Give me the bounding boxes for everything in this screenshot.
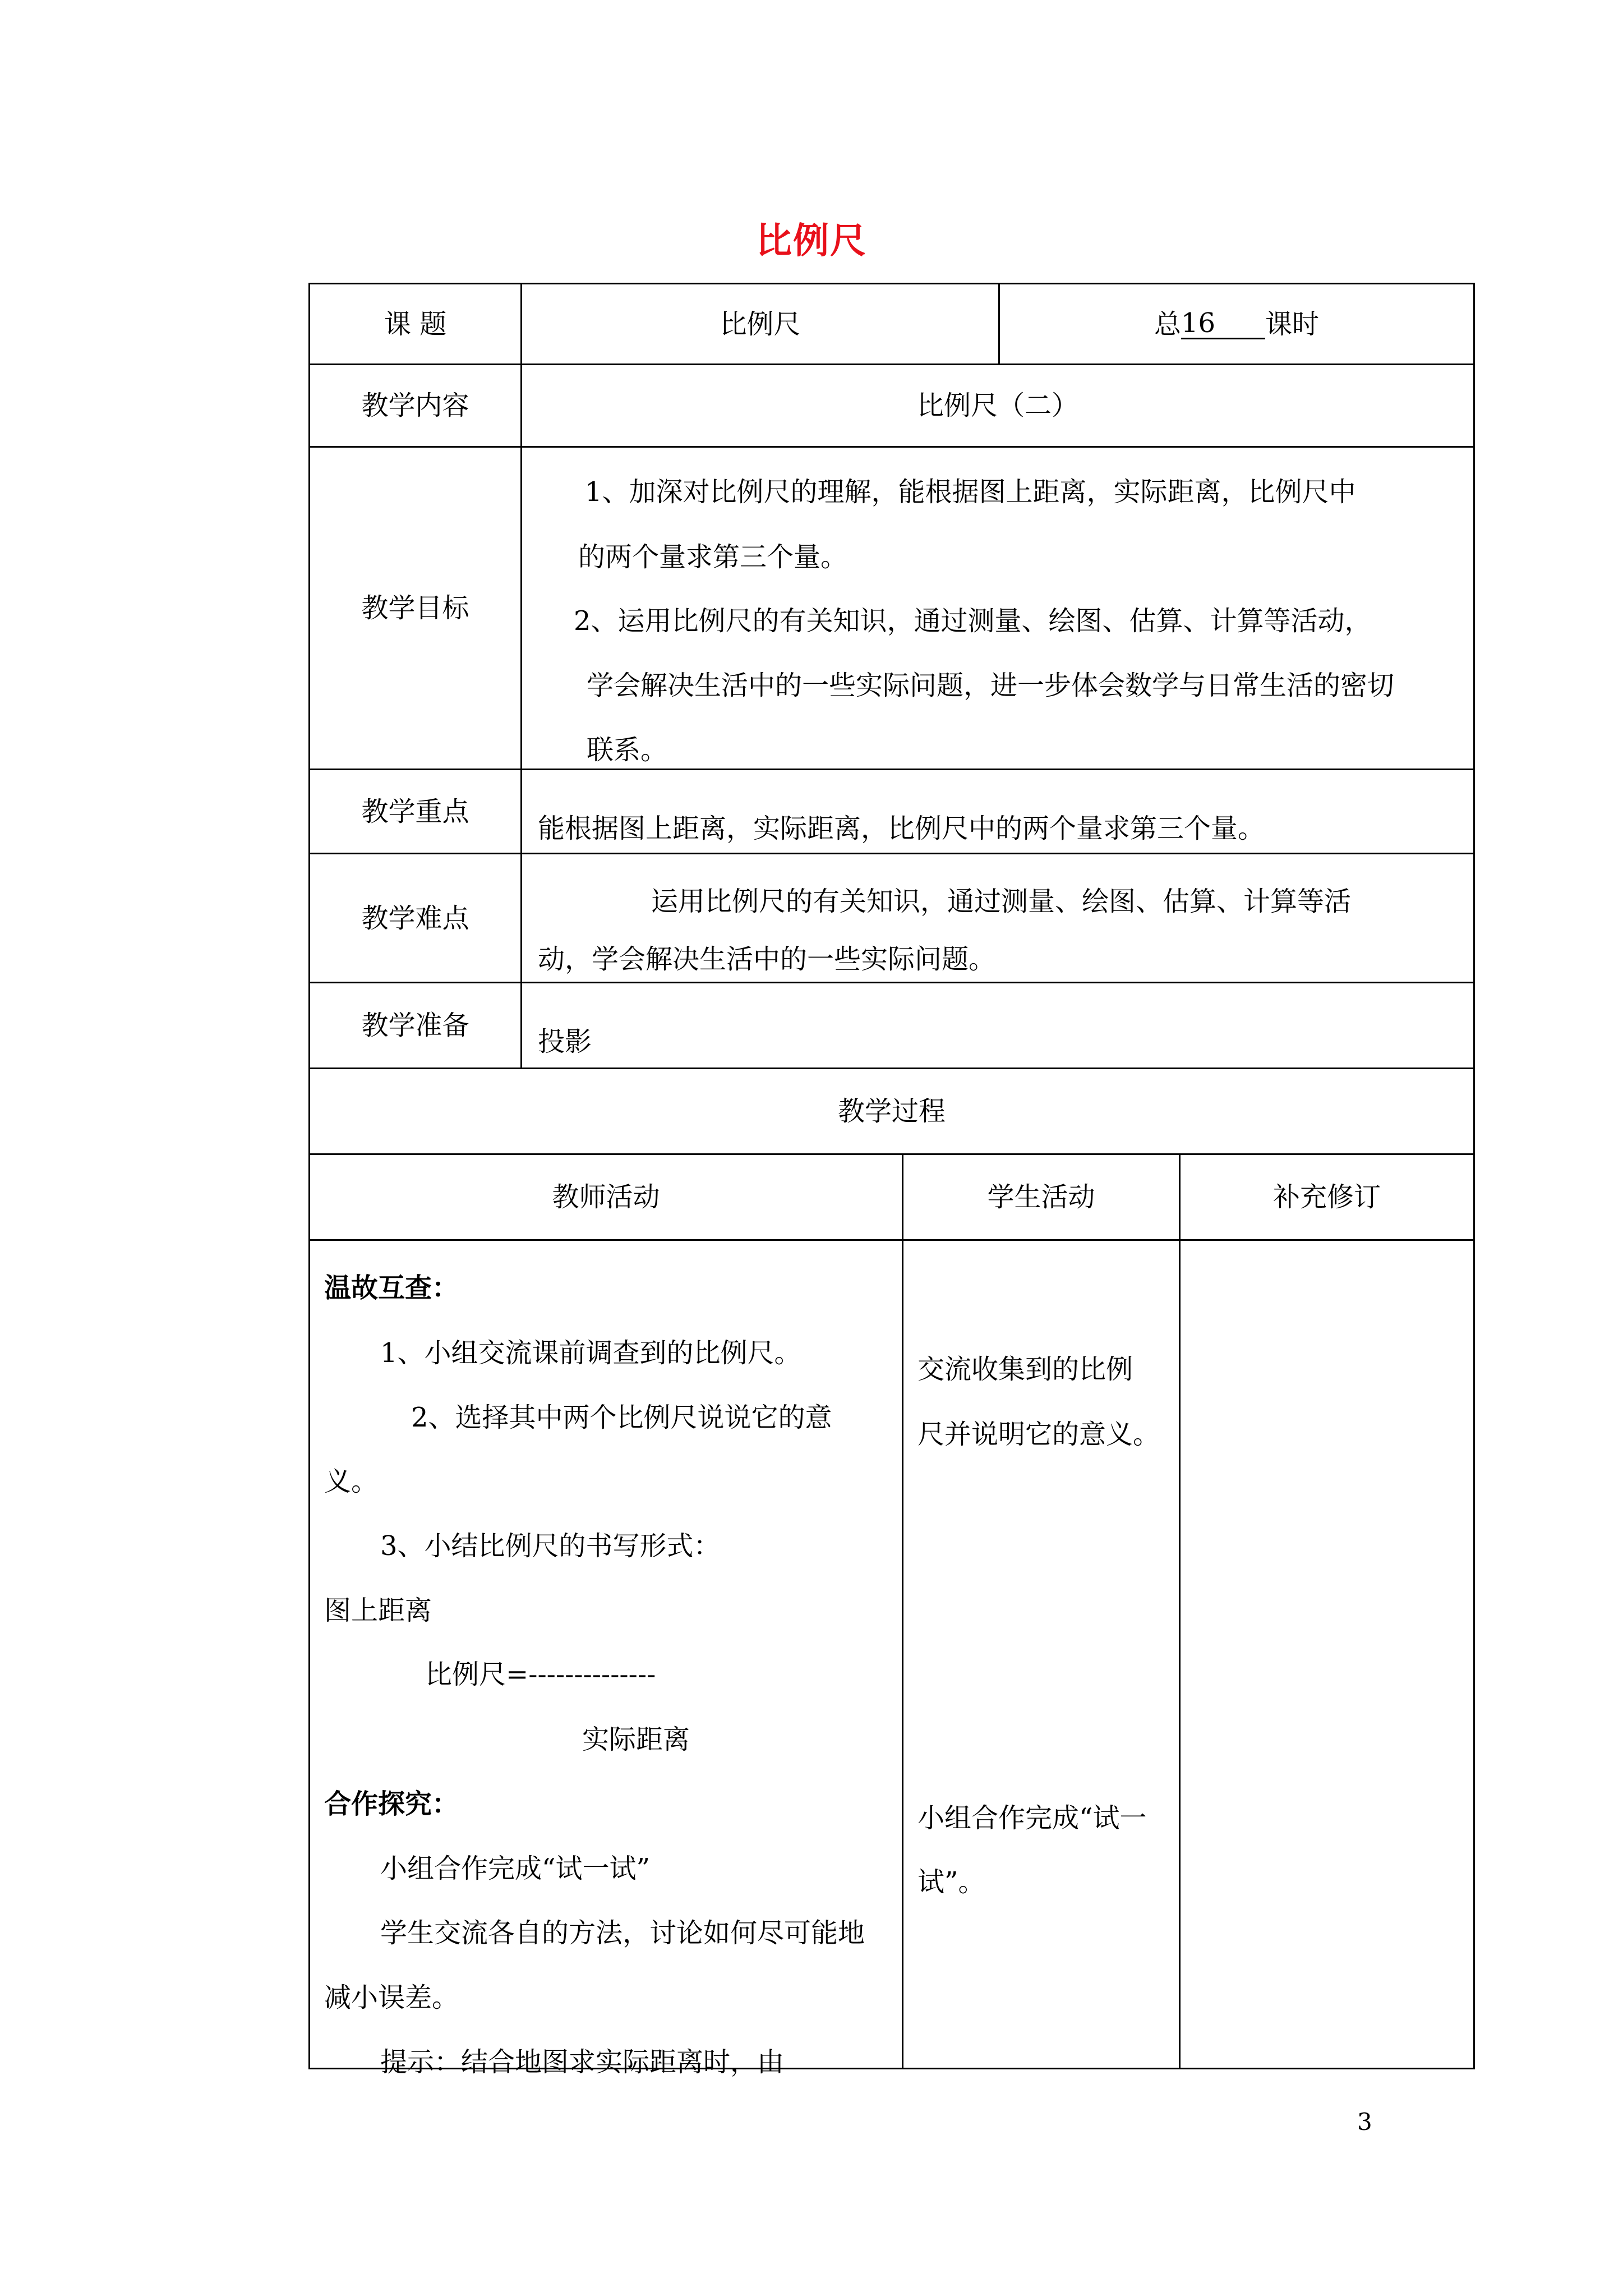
key-points-value bbox=[520, 769, 1475, 854]
teacher-activity-body bbox=[308, 1239, 903, 2078]
review-item-1: 1、小组交流课前调查到的比例尺。 bbox=[380, 1337, 801, 1369]
formula-scale: 比例尺=-------------- bbox=[425, 1659, 656, 1690]
hint-text: 提示：结合地图求实际距离时，由 bbox=[380, 2046, 785, 2078]
explore-heading: 合作探究： bbox=[324, 1788, 459, 1820]
goals-label: 教学目标 bbox=[308, 446, 522, 770]
formula-numerator: 图上距离 bbox=[324, 1595, 432, 1626]
explore-item-1: 小组合作完成“试一试” bbox=[380, 1853, 651, 1884]
topic-label: 课 题 bbox=[308, 283, 522, 365]
difficulties-label: 教学难点 bbox=[308, 853, 522, 983]
hours-prefix: 总 bbox=[1154, 308, 1181, 340]
explore-item-2-cont: 减小误差。 bbox=[324, 1982, 459, 2013]
key-points-label: 教学重点 bbox=[308, 769, 522, 854]
hours-suffix: 课时 bbox=[1265, 308, 1320, 340]
hours-value: 16 bbox=[1181, 309, 1265, 340]
student-item-2: 小组合作完成“试一 bbox=[917, 1802, 1147, 1834]
review-heading: 温故互查： bbox=[324, 1272, 459, 1304]
student-item-2-cont: 试”。 bbox=[917, 1866, 985, 1898]
key-points-text: 能根据图上距离，实际距离，比例尺中的两个量求第三个量。 bbox=[538, 813, 1265, 844]
student-activity-header: 学生活动 bbox=[902, 1153, 1181, 1241]
topic-value: 比例尺 bbox=[520, 283, 1000, 365]
preparation-value bbox=[520, 982, 1475, 1069]
goals-line-1: 1、加深对比例尺的理解，能根据图上距离，实际距离，比例尺中 bbox=[585, 476, 1356, 508]
formula-denominator: 实际距离 bbox=[582, 1724, 690, 1755]
teacher-activity-header: 教师活动 bbox=[308, 1153, 903, 1241]
preparation-text: 投影 bbox=[538, 1026, 592, 1057]
student-activity-body bbox=[902, 1239, 1181, 2069]
process-header: 教学过程 bbox=[308, 1068, 1475, 1155]
content-label: 教学内容 bbox=[308, 364, 522, 448]
student-item-1-cont: 尺并说明它的意义。 bbox=[917, 1419, 1160, 1450]
goals-line-2: 的两个量求第三个量。 bbox=[578, 541, 848, 573]
goals-value bbox=[520, 446, 1475, 770]
explore-item-2: 学生交流各自的方法，讨论如何尽可能地 bbox=[380, 1917, 865, 1949]
revision-body bbox=[1179, 1239, 1475, 2069]
preparation-label: 教学准备 bbox=[308, 982, 522, 1069]
difficulties-line-2: 动，学会解决生活中的一些实际问题。 bbox=[538, 944, 996, 975]
student-item-1: 交流收集到的比例 bbox=[917, 1354, 1133, 1385]
page-title: 比例尺 bbox=[756, 220, 867, 262]
review-item-2-cont: 义。 bbox=[324, 1466, 379, 1497]
difficulties-value bbox=[520, 853, 1475, 983]
difficulties-line-1: 运用比例尺的有关知识，通过测量、绘图、估算、计算等活 bbox=[651, 886, 1352, 917]
goals-line-5: 联系。 bbox=[587, 734, 668, 766]
revision-header: 补充修订 bbox=[1179, 1153, 1475, 1241]
lesson-plan-table bbox=[308, 283, 1475, 2078]
page-number: 3 bbox=[1357, 2108, 1372, 2136]
goals-line-3: 2、运用比例尺的有关知识，通过测量、绘图、估算、计算等活动， bbox=[574, 605, 1372, 637]
total-hours bbox=[998, 283, 1475, 365]
content-value: 比例尺（二） bbox=[520, 364, 1475, 448]
review-item-3: 3、小结比例尺的书写形式： bbox=[380, 1530, 721, 1562]
goals-line-4: 学会解决生活中的一些实际问题，进一步体会数学与日常生活的密切 bbox=[587, 670, 1395, 701]
review-item-2: 2、选择其中两个比例尺说说它的意 bbox=[411, 1402, 832, 1433]
